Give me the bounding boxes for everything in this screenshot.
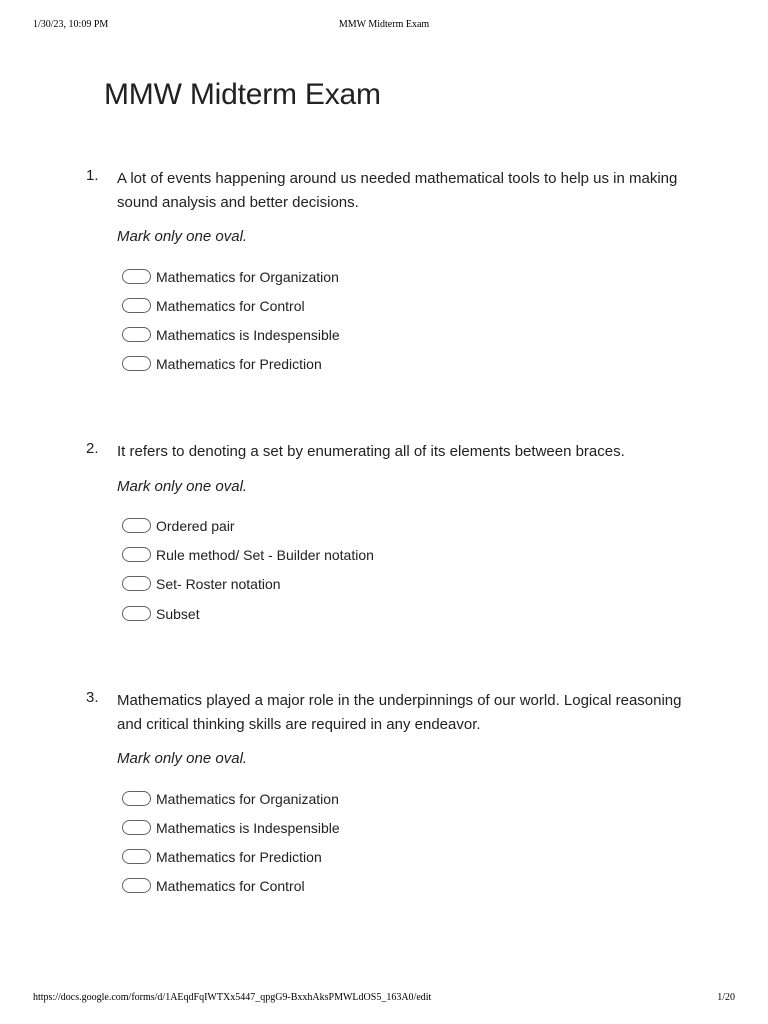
radio-oval[interactable] [122,820,151,835]
question-instruction: Mark only one oval. [117,228,248,245]
radio-oval[interactable] [122,576,151,591]
question-instruction: Mark only one oval. [117,478,248,495]
print-title: MMW Midterm Exam [338,19,430,30]
radio-oval[interactable] [122,791,151,806]
option-label: Subset [156,606,200,622]
question-number: 2. [86,440,99,457]
radio-oval[interactable] [122,269,151,284]
question-number: 3. [86,689,99,706]
question-text: A lot of events happening around us needed mathematical tools to help us in making sound analysis and better decisions. [117,170,678,211]
option-label: Mathematics for Control [156,878,305,894]
option-label: Mathematics for Prediction [156,849,322,865]
page-number: 1/20 [717,992,735,1003]
question-number: 1. [86,167,99,184]
option-label: Mathematics for Control [156,298,305,314]
form-url[interactable]: https://docs.google.com/forms/d/1AEqdFqIWTXx5447_qpgG9-BxxhAksPMWLdOS5_163A0/edit [33,992,432,1003]
question-instruction: Mark only one oval. [117,750,248,767]
option-label: Mathematics is Indespensible [156,820,340,836]
print-header [33,19,735,33]
radio-oval[interactable] [122,327,151,342]
form-title: MMW Midterm Exam [104,78,381,111]
print-footer [33,992,735,1006]
question-text: Mathematics played a major role in the underpinnings of our world. Logical reasoning and critical thinking skills are required in any endeavor. [117,692,682,733]
radio-oval[interactable] [122,356,151,371]
radio-oval[interactable] [122,547,151,562]
option-label: Mathematics for Organization [156,269,339,285]
question-text: It refers to denoting a set by enumerating all of its elements between braces. [117,443,625,460]
radio-oval[interactable] [122,849,151,864]
option-label: Set- Roster notation [156,576,281,592]
radio-oval[interactable] [122,298,151,313]
radio-oval[interactable] [122,518,151,533]
option-label: Mathematics for Organization [156,791,339,807]
radio-oval[interactable] [122,606,151,621]
option-label: Mathematics for Prediction [156,356,322,372]
option-label: Ordered pair [156,518,235,534]
option-label: Rule method/ Set - Builder notation [156,547,374,563]
print-datetime: 1/30/23, 10:09 PM [33,19,109,30]
option-label: Mathematics is Indespensible [156,327,340,343]
radio-oval[interactable] [122,878,151,893]
